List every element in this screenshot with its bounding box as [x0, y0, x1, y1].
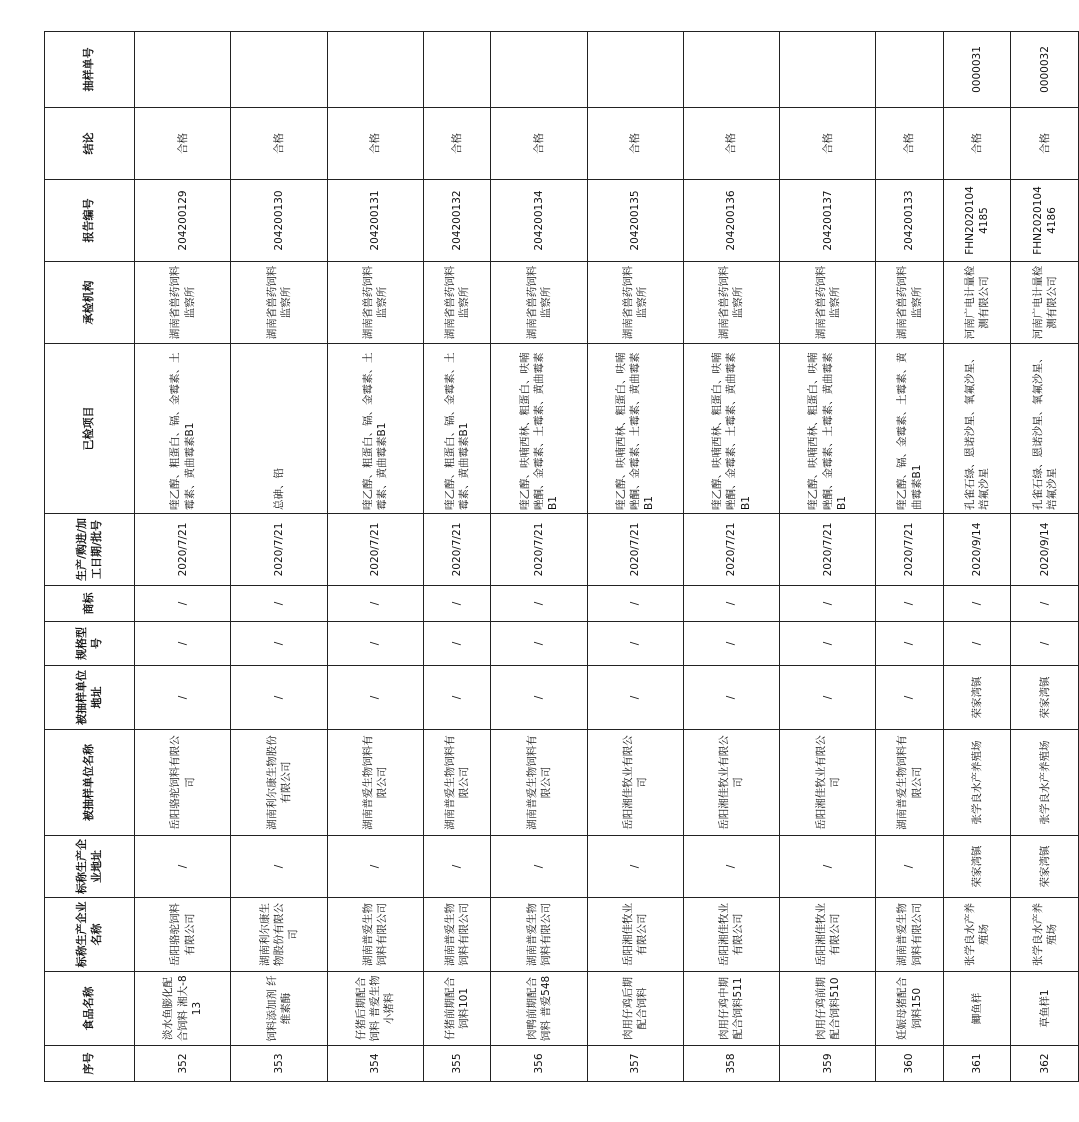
cell-no: 360 [876, 1046, 944, 1082]
cell-no: 352 [135, 1046, 231, 1082]
cell-food-name: 淡水鱼膨化配合饲料 湘大-813 [135, 972, 231, 1046]
cell-sampled-addr: / [683, 666, 779, 730]
header-producer-addr: 标称生产企业地址 [45, 836, 135, 898]
cell-food-name: 仔猪前期配合饲料101 [423, 972, 491, 1046]
header-no: 序号 [45, 1046, 135, 1082]
cell-brand: / [327, 586, 423, 622]
cell-producer: 湖南利尔康生物股份有限公司 [231, 898, 327, 972]
cell-report: 204200137 [780, 180, 876, 262]
cell-spec: / [231, 622, 327, 666]
cell-lab: 湖南省兽药饲料监察所 [135, 262, 231, 344]
cell-report: 204200133 [876, 180, 944, 262]
inspection-results-table [44, 31, 1079, 1082]
cell-sampled-unit: 湖南普爱生物饲料有限公司 [876, 730, 944, 836]
cell-result: 合格 [1011, 108, 1079, 180]
table-row [135, 32, 231, 1082]
cell-date: 2020/9/14 [943, 514, 1011, 586]
cell-lab: 河南广电计量检测有限公司 [1011, 262, 1079, 344]
cell-brand: / [876, 586, 944, 622]
cell-brand: / [231, 586, 327, 622]
cell-report: 204200135 [587, 180, 683, 262]
cell-food-name: 饲料添加剂 纤维素酶 [231, 972, 327, 1046]
cell-sample-no [587, 32, 683, 108]
cell-sample-no [231, 32, 327, 108]
header-brand: 商标 [45, 586, 135, 622]
cell-producer: 湖南普爱生物饲料有限公司 [327, 898, 423, 972]
cell-sample-no [423, 32, 491, 108]
cell-lab: 湖南省兽药饲料监察所 [231, 262, 327, 344]
cell-sample-no [327, 32, 423, 108]
cell-lab: 湖南省兽药饲料监察所 [491, 262, 587, 344]
cell-sample-no [683, 32, 779, 108]
cell-report: 204200130 [231, 180, 327, 262]
header-sampled-unit: 被抽样单位名称 [45, 730, 135, 836]
header-sampled-addr: 被抽样单位地址 [45, 666, 135, 730]
cell-producer: 岳阳湘佳牧业有限公司 [780, 898, 876, 972]
table-row [587, 32, 683, 1082]
cell-producer-addr: 荣家湾镇 [1011, 836, 1079, 898]
cell-producer: 岳阳湘佳牧业有限公司 [683, 898, 779, 972]
cell-no: 362 [1011, 1046, 1079, 1082]
cell-result: 合格 [587, 108, 683, 180]
header-items: 已检项目 [45, 344, 135, 514]
cell-items: 喹乙醇、镉、金霉素、土霉素、黄曲霉素B1 [876, 344, 944, 514]
cell-food-name: 草鱼样1 [1011, 972, 1079, 1046]
cell-date: 2020/7/21 [423, 514, 491, 586]
cell-no: 358 [683, 1046, 779, 1082]
cell-producer-addr: / [587, 836, 683, 898]
cell-items: 喹乙醇、粗蛋白、镉、金霉素、土霉素、黄曲霉素B1 [135, 344, 231, 514]
cell-sampled-unit: 岳阳骆驼饲料有限公司 [135, 730, 231, 836]
header-row [45, 32, 135, 1082]
cell-food-name: 肉鸭前期配合饲料 普爱548 [491, 972, 587, 1046]
cell-sampled-unit: 岳阳湘佳牧业有限公司 [683, 730, 779, 836]
cell-result: 合格 [780, 108, 876, 180]
cell-report: 204200132 [423, 180, 491, 262]
cell-sampled-unit: 湖南普爱生物饲料有限公司 [423, 730, 491, 836]
cell-producer-addr: 荣家湾镇 [943, 836, 1011, 898]
cell-result: 合格 [135, 108, 231, 180]
table-row [876, 32, 944, 1082]
cell-food-name: 鲫鱼样 [943, 972, 1011, 1046]
cell-spec: / [780, 622, 876, 666]
header-spec: 规格型号 [45, 622, 135, 666]
cell-spec: / [1011, 622, 1079, 666]
cell-brand: / [587, 586, 683, 622]
cell-no: 355 [423, 1046, 491, 1082]
cell-result: 合格 [943, 108, 1011, 180]
table-row [423, 32, 491, 1082]
cell-producer-addr: / [780, 836, 876, 898]
cell-sampled-unit: 湖南利尔康生物股份有限公司 [231, 730, 327, 836]
cell-sample-no: 0000031 [943, 32, 1011, 108]
header-date: 生产/购进/加工日期/批号 [45, 514, 135, 586]
cell-sampled-addr: / [587, 666, 683, 730]
cell-brand: / [943, 586, 1011, 622]
cell-sampled-addr: / [876, 666, 944, 730]
cell-spec: / [943, 622, 1011, 666]
header-report: 报告编号 [45, 180, 135, 262]
cell-sampled-addr: 荣家湾镇 [1011, 666, 1079, 730]
cell-report: FHN20201044185 [943, 180, 1011, 262]
cell-sample-no: 0000032 [1011, 32, 1079, 108]
cell-producer-addr: / [491, 836, 587, 898]
cell-no: 353 [231, 1046, 327, 1082]
cell-result: 合格 [491, 108, 587, 180]
cell-sample-no [780, 32, 876, 108]
cell-date: 2020/9/14 [1011, 514, 1079, 586]
cell-food-name: 肉用仔鸡前期配合饲料510 [780, 972, 876, 1046]
cell-lab: 湖南省兽药饲料监察所 [587, 262, 683, 344]
cell-items: 喹乙醇、粗蛋白、镉、金霉素、土霉素、黄曲霉素B1 [327, 344, 423, 514]
table-row [1011, 32, 1079, 1082]
cell-sampled-addr: 荣家湾镇 [943, 666, 1011, 730]
header-result: 结论 [45, 108, 135, 180]
cell-sampled-addr: / [423, 666, 491, 730]
cell-brand: / [780, 586, 876, 622]
cell-spec: / [327, 622, 423, 666]
cell-sample-no [491, 32, 587, 108]
cell-report: 204200134 [491, 180, 587, 262]
cell-report: 204200131 [327, 180, 423, 262]
cell-brand: / [423, 586, 491, 622]
cell-result: 合格 [423, 108, 491, 180]
cell-report: 204200136 [683, 180, 779, 262]
cell-sample-no [135, 32, 231, 108]
cell-items: 喹乙醇、呋喃西林、粗蛋白、呋喃唑酮、金霉素、土霉素、黄曲霉素B1 [780, 344, 876, 514]
cell-lab: 湖南省兽药饲料监察所 [780, 262, 876, 344]
cell-report: 204200129 [135, 180, 231, 262]
header-lab: 承检机构 [45, 262, 135, 344]
cell-sampled-addr: / [135, 666, 231, 730]
cell-producer: 湖南普爱生物饲料有限公司 [423, 898, 491, 972]
cell-result: 合格 [683, 108, 779, 180]
cell-lab: 湖南省兽药饲料监察所 [876, 262, 944, 344]
cell-date: 2020/7/21 [491, 514, 587, 586]
cell-spec: / [491, 622, 587, 666]
cell-date: 2020/7/21 [327, 514, 423, 586]
cell-food-name: 仔猪后期配合饲料 普爱生物小猪料 [327, 972, 423, 1046]
cell-sampled-addr: / [780, 666, 876, 730]
cell-sampled-addr: / [327, 666, 423, 730]
cell-no: 359 [780, 1046, 876, 1082]
cell-no: 356 [491, 1046, 587, 1082]
cell-brand: / [1011, 586, 1079, 622]
table-row [780, 32, 876, 1082]
cell-lab: 湖南省兽药饲料监察所 [683, 262, 779, 344]
header-producer: 标称生产企业名称 [45, 898, 135, 972]
cell-producer: 岳阳骆驼饲料有限公司 [135, 898, 231, 972]
cell-producer-addr: / [135, 836, 231, 898]
cell-sampled-unit: 湖南普爱生物饲料有限公司 [327, 730, 423, 836]
table-row [683, 32, 779, 1082]
cell-items: 喹乙醇、粗蛋白、镉、金霉素、土霉素、黄曲霉素B1 [423, 344, 491, 514]
table-row [327, 32, 423, 1082]
cell-producer-addr: / [231, 836, 327, 898]
cell-spec: / [423, 622, 491, 666]
cell-date: 2020/7/21 [587, 514, 683, 586]
cell-producer: 张学良水产养殖场 [943, 898, 1011, 972]
cell-sample-no [876, 32, 944, 108]
cell-sampled-addr: / [491, 666, 587, 730]
cell-items: 喹乙醇、呋喃西林、粗蛋白、呋喃唑酮、金霉素、土霉素、黄曲霉素B1 [587, 344, 683, 514]
table-row [231, 32, 327, 1082]
cell-producer: 岳阳湘佳牧业有限公司 [587, 898, 683, 972]
cell-food-name: 妊娠母猪配合饲料150 [876, 972, 944, 1046]
cell-food-name: 肉用仔鸡中期配合饲料511 [683, 972, 779, 1046]
cell-date: 2020/7/21 [231, 514, 327, 586]
cell-items: 总砷、铅 [231, 344, 327, 514]
cell-producer-addr: / [423, 836, 491, 898]
table-row [943, 32, 1011, 1082]
cell-brand: / [135, 586, 231, 622]
cell-items: 孔雀石绿、恩诺沙星、氧氟沙星、培氟沙星 [943, 344, 1011, 514]
cell-sampled-unit: 岳阳湘佳牧业有限公司 [780, 730, 876, 836]
cell-date: 2020/7/21 [135, 514, 231, 586]
cell-producer-addr: / [876, 836, 944, 898]
cell-spec: / [683, 622, 779, 666]
cell-lab: 河南广电计量检测有限公司 [943, 262, 1011, 344]
cell-food-name: 肉用仔鸡后期配合饲料 [587, 972, 683, 1046]
cell-items: 喹乙醇、呋喃西林、粗蛋白、呋喃唑酮、金霉素、土霉素、黄曲霉素B1 [683, 344, 779, 514]
cell-date: 2020/7/21 [876, 514, 944, 586]
cell-no: 357 [587, 1046, 683, 1082]
cell-result: 合格 [876, 108, 944, 180]
cell-lab: 湖南省兽药饲料监察所 [423, 262, 491, 344]
cell-lab: 湖南省兽药饲料监察所 [327, 262, 423, 344]
cell-producer: 湖南普爱生物饲料有限公司 [491, 898, 587, 972]
table-row [491, 32, 587, 1082]
cell-date: 2020/7/21 [780, 514, 876, 586]
cell-items: 喹乙醇、呋喃西林、粗蛋白、呋喃唑酮、金霉素、土霉素、黄曲霉素B1 [491, 344, 587, 514]
cell-result: 合格 [231, 108, 327, 180]
cell-result: 合格 [327, 108, 423, 180]
cell-spec: / [587, 622, 683, 666]
cell-sampled-unit: 湖南普爱生物饲料有限公司 [491, 730, 587, 836]
cell-spec: / [135, 622, 231, 666]
cell-producer-addr: / [327, 836, 423, 898]
cell-no: 354 [327, 1046, 423, 1082]
cell-producer: 张学良水产养殖场 [1011, 898, 1079, 972]
cell-sampled-unit: 张学良水产养殖场 [943, 730, 1011, 836]
cell-spec: / [876, 622, 944, 666]
cell-no: 361 [943, 1046, 1011, 1082]
cell-sampled-unit: 岳阳湘佳牧业有限公司 [587, 730, 683, 836]
cell-sampled-addr: / [231, 666, 327, 730]
cell-date: 2020/7/21 [683, 514, 779, 586]
cell-producer-addr: / [683, 836, 779, 898]
cell-brand: / [491, 586, 587, 622]
cell-sampled-unit: 张学良水产养殖场 [1011, 730, 1079, 836]
cell-producer: 湖南普爱生物饲料有限公司 [876, 898, 944, 972]
header-food-name: 食品名称 [45, 972, 135, 1046]
cell-brand: / [683, 586, 779, 622]
cell-items: 孔雀石绿、恩诺沙星、氧氟沙星、培氟沙星 [1011, 344, 1079, 514]
header-sample-no: 抽样单号 [45, 32, 135, 108]
cell-report: FHN20201044186 [1011, 180, 1079, 262]
